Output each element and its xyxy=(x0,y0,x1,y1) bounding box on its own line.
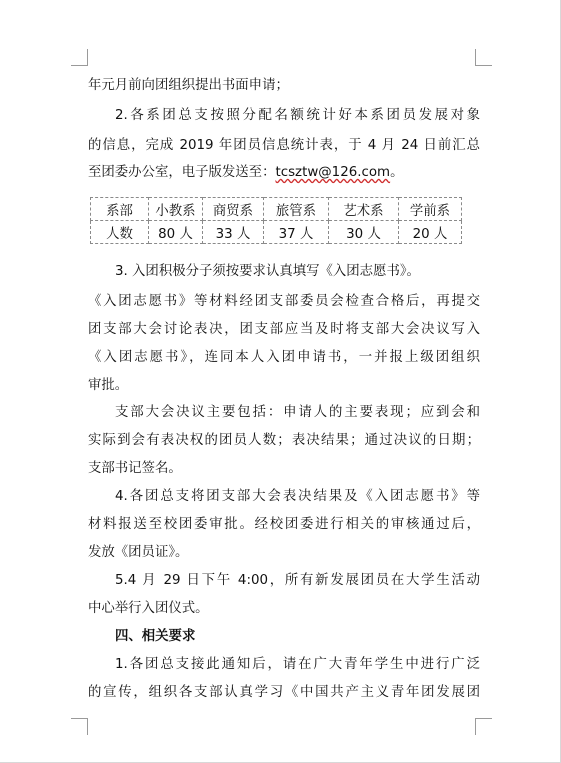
paragraph-line: 3. 入团积极分子须按要求认真填写《入团志愿书》。 xyxy=(115,264,420,279)
member-count-table xyxy=(90,197,462,244)
paragraph-line: 发放《团员证》。 xyxy=(88,545,189,560)
table-cell: 20 人 xyxy=(399,221,462,244)
paragraph-line: 1.各团总支接此通知后，请在广大青年学生中进行广泛 xyxy=(115,657,480,672)
paragraph-line: 年元月前向团组织提出书面申请； xyxy=(88,78,289,93)
table-row xyxy=(91,221,462,244)
paragraph-line: 实际到会有表决权的团员人数；表决结果；通过决议的日期； xyxy=(88,433,480,448)
table-cell: 30 人 xyxy=(329,221,399,244)
table-cell: 80 人 xyxy=(149,221,203,244)
paragraph-line: 的宣传，组织各支部认真学习《中国共产主义青年团发展团 xyxy=(88,685,480,700)
paragraph-line: 支部书记签名。 xyxy=(88,461,182,476)
margin-corner-mark xyxy=(475,718,492,735)
table-cell: 商贸系 xyxy=(203,198,264,221)
paragraph-line: 团支部大会讨论表决，团支部应当及时将支部大会决议写入 xyxy=(88,322,480,337)
paragraph-line: 《入团志愿书》等材料经团支部委员会检查合格后，再提交 xyxy=(88,294,480,309)
paragraph-line: 2.各系团总支按照分配名额统计好本系团员发展对象 xyxy=(115,108,480,123)
table-cell: 系部 xyxy=(91,198,149,221)
margin-corner-mark xyxy=(71,49,88,66)
table-cell: 人数 xyxy=(91,221,149,244)
section-heading: 四、相关要求 xyxy=(115,629,196,644)
paragraph-line: 至团委办公室，电子版发送至：tcsztw@126.com。 xyxy=(88,165,404,180)
table-cell: 小教系 xyxy=(149,198,203,221)
paragraph-line: 审批。 xyxy=(88,378,129,393)
paragraph-line: 支部大会决议主要包括：申请人的主要表现；应到会和 xyxy=(115,405,480,420)
paragraph-line: 材料报送至校团委审批。经校团委进行相关的审核通过后， xyxy=(88,517,480,532)
margin-corner-mark xyxy=(71,718,88,735)
table-cell: 37 人 xyxy=(264,221,329,244)
paragraph-line: 的信息，完成 2019 年团员信息统计表，于 4 月 24 日前汇总 xyxy=(88,138,480,153)
table-cell: 艺术系 xyxy=(329,198,399,221)
paragraph-line: 4.各团总支将团支部大会表决结果及《入团志愿书》等 xyxy=(115,489,480,504)
table-cell: 旅管系 xyxy=(264,198,329,221)
table-cell: 33 人 xyxy=(203,221,264,244)
table-header-row xyxy=(91,198,462,221)
paragraph-line: 《入团志愿书》，连同本人入团申请书，一并报上级团组织 xyxy=(88,350,480,365)
paragraph-line: 5.4 月 29 日下午 4:00，所有新发展团员在大学生活动 xyxy=(115,573,480,588)
margin-corner-mark xyxy=(475,49,492,66)
email-address: tcsztw@126.com xyxy=(275,165,391,180)
table-cell: 学前系 xyxy=(399,198,462,221)
paragraph-line: 中心举行入团仪式。 xyxy=(88,601,209,616)
